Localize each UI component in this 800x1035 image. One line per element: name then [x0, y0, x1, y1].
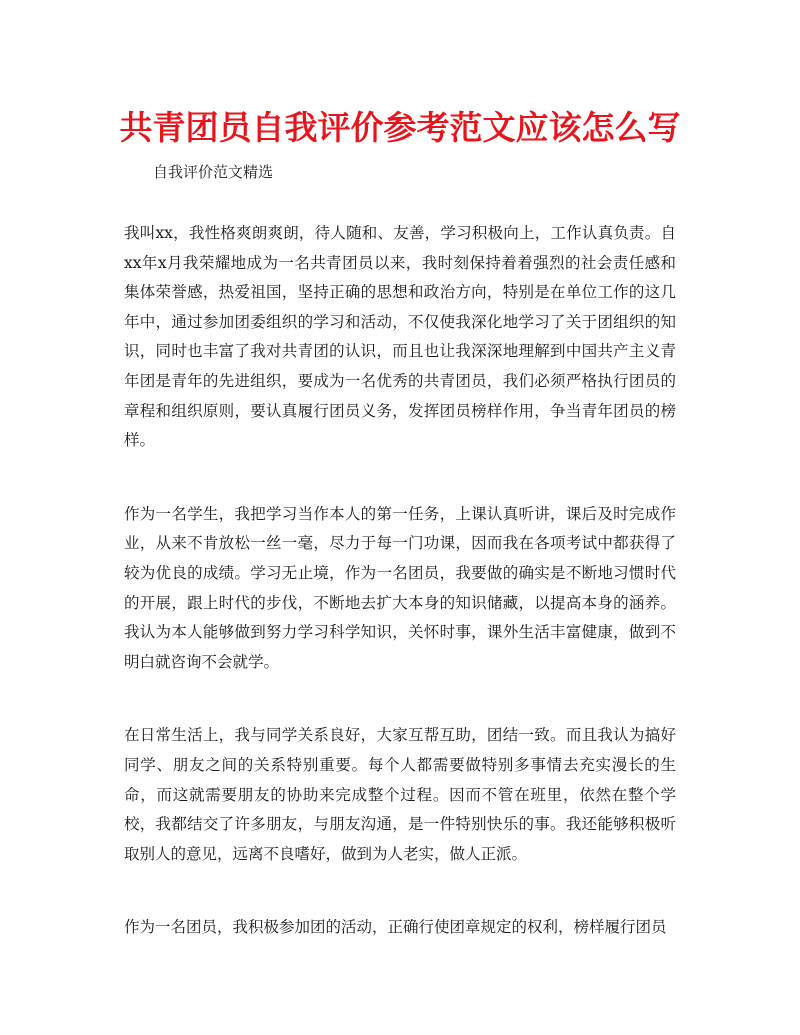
- document-title: 共青团员自我评价参考范文应该怎么写: [119, 108, 681, 147]
- paragraph-2: 作为一名学生，我把学习当作本人的第一任务，上课认真听讲，课后及时完成作业，从来不肯放松一丝一毫，尽力于每一门功课，因而我在各项考试中都获得了较为优良的成绩。学习无止境，作为一名团员，我要做的确实是不断地习惯时代的开展，跟上时代的步伐，不断地去扩大本身的知识储藏，以提高本身的涵养。我认为本人能够做到努力学习科学知识，关怀时事，课外生活丰富健康，做到不明白就咨询不会就学。: [124, 504, 676, 671]
- paragraph-1: 我叫xx，我性格爽朗爽朗，待人随和、友善，学习积极向上，工作认真负责。自xx年x月我荣耀地成为一名共青团员以来，我时刻保持着着强烈的社会责任感和集体荣誉感，热爱祖国，坚持正确的思想和政治方向，特别是在单位工作的这几年中，通过参加团委组织的学习和活动，不仅使我深化地学习了关于团组织的知识，同时也丰富了我对共青团的认识，而且也让我深深地理解到中国共产主义青年团是青年的先进组织，要成为一名优秀的共青团员，我们必须严格执行团员的章程和组织原则，要认真履行团员义务，发挥团员榜样作用，争当青年团员的榜样。: [124, 224, 676, 450]
- document-subtitle: 自我评价范文精选: [153, 163, 274, 181]
- paragraph-3: 在日常生活上，我与同学关系良好，大家互帮互助，团结一致。而且我认为搞好同学、朋友之间的关系特别重要。每个人都需要做特别多事情去充实漫长的生命，而这就需要朋友的协助来完成整个过程。因而不管在班里，依然在整个学校，我都结交了许多朋友，与朋友沟通，是一件特别快乐的事。我还能够积极听取别人的意见，远离不良嗜好，做到为人老实，做人正派。: [124, 726, 676, 863]
- document-body: [124, 219, 676, 987]
- paragraph-4: 作为一名团员，我积极参加团的活动，正确行使团章规定的权利，榜样履行团员: [124, 918, 667, 937]
